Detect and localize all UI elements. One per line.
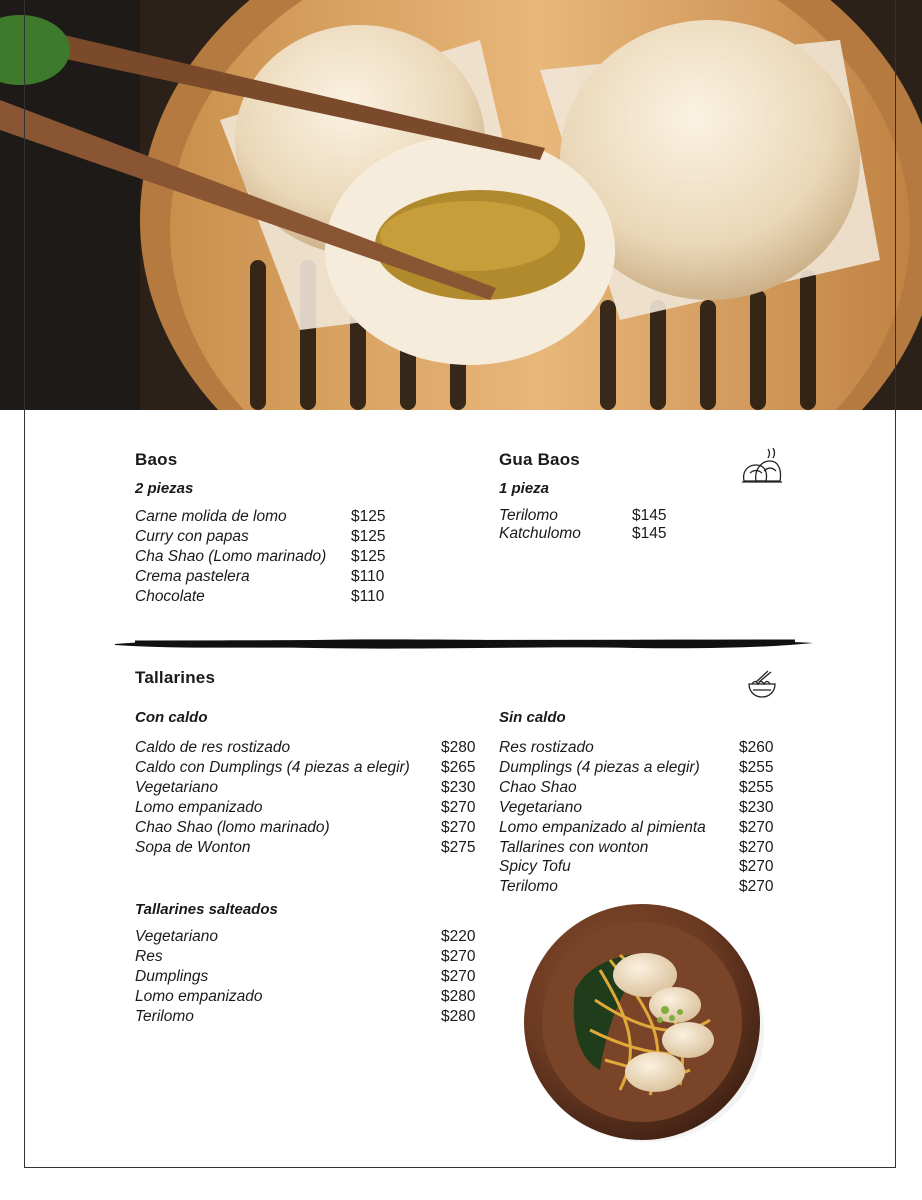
menu-item-price: $270 (739, 878, 774, 896)
menu-item-name: Dumplings (135, 967, 209, 985)
menu-item-name: Chao Shao (lomo marinado) (135, 818, 330, 836)
subtitle-sin-caldo: Sin caldo (499, 709, 566, 726)
menu-item-price: $110 (351, 567, 385, 585)
menu-item-name: Katchulomo (499, 525, 581, 542)
sin-caldo-prices (739, 738, 773, 897)
baos-prices (351, 507, 385, 607)
menu-item-name: Carne molida de lomo (135, 508, 287, 525)
menu-item-price: $145 (632, 525, 667, 542)
menu-item-name: Chao Shao (499, 778, 577, 796)
menu-item-name: Spicy Tofu (499, 858, 571, 876)
menu-item-name: Vegetariano (499, 798, 583, 816)
menu-item-price: $125 (351, 547, 386, 565)
menu-item-price: $145 (632, 507, 667, 524)
menu-item-price: $270 (739, 838, 774, 856)
menu-item-price: $270 (441, 947, 476, 965)
menu-item-name: Vegetariano (135, 778, 219, 796)
menu-item-price: $270 (739, 858, 774, 876)
bao-buns-icon (740, 445, 784, 487)
menu-item-price: $280 (441, 987, 476, 1005)
baos-items (135, 507, 326, 607)
noodle-bowl-icon (746, 668, 778, 700)
con-caldo-prices (441, 738, 475, 857)
menu-item-price: $255 (739, 778, 774, 796)
menu-item-price: $125 (351, 527, 386, 545)
con-caldo-items (135, 738, 410, 857)
menu-item-price: $110 (351, 587, 385, 605)
section-title-gua-baos: Gua Baos (499, 450, 580, 469)
menu-item-price: $220 (441, 928, 476, 945)
menu-item-name: Lomo empanizado al pimienta (499, 818, 706, 836)
gua-baos-prices (632, 507, 666, 543)
menu-item-price: $270 (739, 818, 774, 836)
menu-item-price: $280 (441, 1007, 476, 1025)
menu-item-name: Lomo empanizado (135, 987, 263, 1005)
menu-item-price: $230 (441, 778, 476, 796)
menu-item-name: Res (135, 947, 163, 965)
menu-item-price: $280 (441, 739, 476, 756)
menu-item-price: $270 (441, 818, 476, 836)
salteados-items (135, 927, 263, 1027)
noodle-bowl-photo (520, 900, 765, 1145)
menu-item-name: Vegetariano (135, 928, 219, 945)
subtitle-gua-baos: 1 pieza (499, 480, 550, 497)
section-title-tallarines: Tallarines (135, 668, 216, 687)
menu-item-name: Cha Shao (Lomo marinado) (135, 547, 327, 565)
menu-item-price: $230 (739, 798, 774, 816)
section-title-baos: Baos (135, 450, 178, 469)
menu-item-price: $260 (739, 739, 774, 756)
menu-item-name: Chocolate (135, 587, 205, 605)
menu-item-name: Lomo empanizado (135, 798, 263, 816)
menu-item-price: $255 (739, 758, 774, 776)
brush-stroke-divider (115, 636, 813, 652)
menu-item-name: Res rostizado (499, 739, 594, 756)
menu-item-name: Tallarines con wonton (499, 838, 649, 856)
menu-item-name: Caldo de res rostizado (135, 739, 291, 756)
gua-baos-items (499, 507, 581, 543)
menu-item-price: $125 (351, 508, 386, 525)
menu-item-name: Crema pastelera (135, 567, 250, 585)
menu-item-price: $270 (441, 967, 476, 985)
menu-item-name: Dumplings (4 piezas a elegir) (499, 758, 700, 776)
menu-item-name: Curry con papas (135, 527, 249, 545)
sin-caldo-items (499, 738, 706, 897)
menu-item-name: Terilomo (135, 1007, 194, 1025)
menu-item-price: $270 (441, 798, 476, 816)
subtitle-salteados: Tallarines salteados (135, 901, 278, 918)
menu-item-name: Terilomo (499, 507, 558, 524)
menu-item-price: $265 (441, 758, 476, 776)
menu-item-name: Terilomo (499, 878, 558, 896)
menu-item-name: Caldo con Dumplings (4 piezas a elegir) (135, 758, 410, 776)
subtitle-baos: 2 piezas (135, 480, 194, 497)
menu-item-price: $275 (441, 838, 476, 856)
menu-item-name: Sopa de Wonton (135, 838, 251, 856)
salteados-prices (441, 927, 475, 1027)
subtitle-con-caldo: Con caldo (135, 709, 208, 726)
